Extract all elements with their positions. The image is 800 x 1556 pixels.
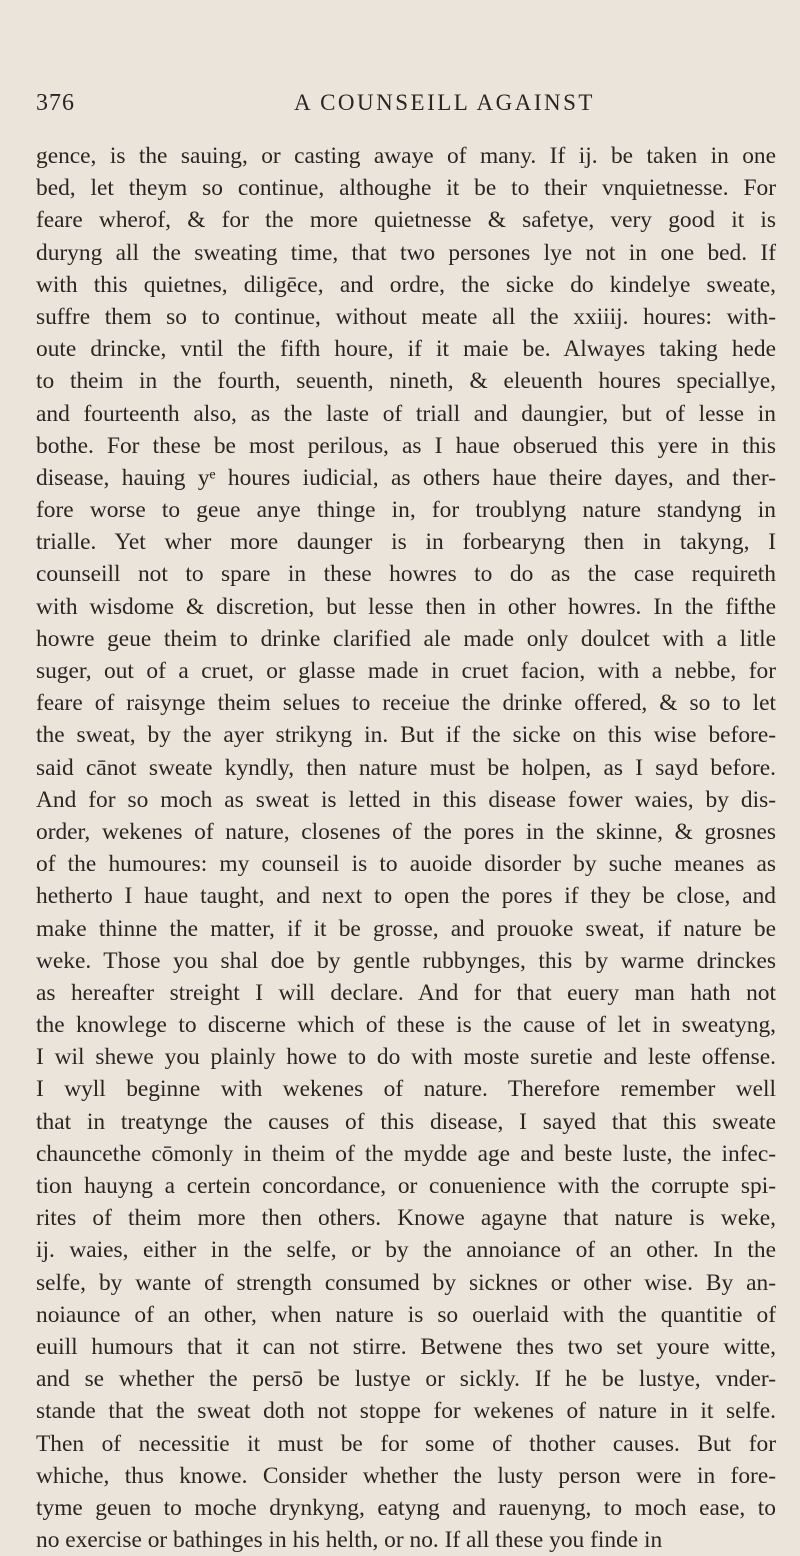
text-line: bothe. For these be most perilous, as I haue obserued this yere in this bbox=[36, 432, 776, 459]
body-text bbox=[36, 140, 776, 1556]
text-line: fore worse to geue anye thinge in, for troublyng nature standyng in bbox=[36, 497, 776, 524]
text-line: chauncethe cōmonly in theim of the mydde age and beste luste, the infec- bbox=[36, 1140, 776, 1167]
text-line: whiche, thus knowe. Consider whether the lusty person were in fore- bbox=[36, 1462, 776, 1489]
text-line: the knowlege to discerne which of these is the cause of let in sweatyng, bbox=[36, 1012, 776, 1039]
text-line: and fourteenth also, as the laste of triall and daungier, but of lesse in bbox=[36, 400, 776, 427]
running-title: A COUNSEILL AGAINST bbox=[294, 90, 595, 115]
text-line: bed, let theym so continue, althoughe it be to their vnquietnesse. For bbox=[36, 175, 776, 202]
text-line: to theim in the fourth, seuenth, nineth, & eleuenth houres speciallye, bbox=[36, 368, 776, 395]
text-line: noiaunce of an other, when nature is so ouerlaid with the quantitie of bbox=[36, 1301, 776, 1328]
text-line: with this quietnes, diligēce, and ordre, the sicke do kindelye sweate, bbox=[36, 271, 776, 298]
text-line: as hereafter streight I will declare. And for that euery man hath not bbox=[36, 979, 776, 1006]
text-line: order, wekenes of nature, closenes of the pores in the skinne, & grosnes bbox=[36, 818, 776, 845]
running-head bbox=[36, 90, 776, 124]
text-line: gence, is the sauing, or casting awaye of many. If ij. be taken in one bbox=[36, 143, 776, 169]
page-number: 376 bbox=[36, 90, 75, 116]
text-line: I wyll beginne with wekenes of nature. Therefore remember well bbox=[36, 1076, 776, 1103]
text-line: duryng all the sweating time, that two persones lye not in one bed. If bbox=[36, 239, 776, 266]
text-line: and se whether the persō be lustye or sickly. If he be lustye, vnder- bbox=[36, 1366, 776, 1393]
text-line: And for so moch as sweat is letted in this disease fower waies, by dis- bbox=[36, 786, 776, 813]
text-line: hetherto I haue taught, and next to open the pores if they be close, and bbox=[36, 883, 776, 910]
text-line: euill humours that it can not stirre. Betwene thes two set youre witte, bbox=[36, 1333, 776, 1360]
text-line: rites of theim more then others. Knowe agayne that nature is weke, bbox=[36, 1205, 776, 1232]
text-line: the sweat, by the ayer strikyng in. But if the sicke on this wise before- bbox=[36, 722, 776, 749]
text-line: tyme geuen to moche drynkyng, eatyng and rauenyng, to moch ease, to bbox=[36, 1494, 776, 1521]
text-line: feare wherof, & for the more quietnesse & safetye, very good it is bbox=[36, 207, 776, 234]
text-line: counseill not to spare in these howres to do as the case requireth bbox=[36, 561, 776, 588]
text-line: disease, hauing yᵉ houres iudicial, as others haue theire dayes, and ther- bbox=[36, 464, 776, 491]
text-line: no exercise or bathinges in his helth, or no. If all these you finde in bbox=[36, 1527, 663, 1554]
text-line: of the humoures: my counseil is to auoide disorder by suche meanes as bbox=[36, 851, 776, 878]
text-line: ij. waies, either in the selfe, or by the annoiance of an other. In the bbox=[36, 1237, 776, 1264]
text-line: Then of necessitie it must be for some of thother causes. But for bbox=[36, 1430, 776, 1457]
text-line: said cānot sweate kyndly, then nature must be holpen, as I sayd before. bbox=[36, 754, 776, 781]
text-line: howre geue theim to drinke clarified ale made only doulcet with a litle bbox=[36, 625, 776, 652]
text-line: stande that the sweat doth not stoppe for wekenes of nature in it selfe. bbox=[36, 1398, 776, 1425]
text-line: I wil shewe you plainly howe to do with moste suretie and leste offense. bbox=[36, 1044, 776, 1071]
text-line: that in treatynge the causes of this disease, I sayed that this sweate bbox=[36, 1108, 776, 1135]
text-line: suffre them so to continue, without meate all the xxiiij. houres: with- bbox=[36, 303, 776, 330]
text-line: trialle. Yet wher more daunger is in forbearyng then in takyng, I bbox=[36, 529, 776, 556]
text-line: selfe, by wante of strength consumed by sicknes or other wise. By an- bbox=[36, 1269, 776, 1296]
text-line: suger, out of a cruet, or glasse made in cruet facion, with a nebbe, for bbox=[36, 658, 776, 684]
text-line: with wisdome & discretion, but lesse then in other howres. In the fifthe bbox=[36, 593, 776, 620]
text-line: feare of raisynge theim selues to receiue the drinke offered, & so to let bbox=[36, 690, 776, 717]
text-line: tion hauyng a certein concordance, or conuenience with the corrupte spi- bbox=[36, 1173, 776, 1199]
text-line: weke. Those you shal doe by gentle rubbynges, this by warme drinckes bbox=[36, 947, 776, 974]
text-line: oute drincke, vntil the fifth houre, if it maie be. Alwayes taking hede bbox=[36, 336, 776, 363]
text-line: make thinne the matter, if it be grosse, and prouoke sweat, if nature be bbox=[36, 915, 776, 942]
